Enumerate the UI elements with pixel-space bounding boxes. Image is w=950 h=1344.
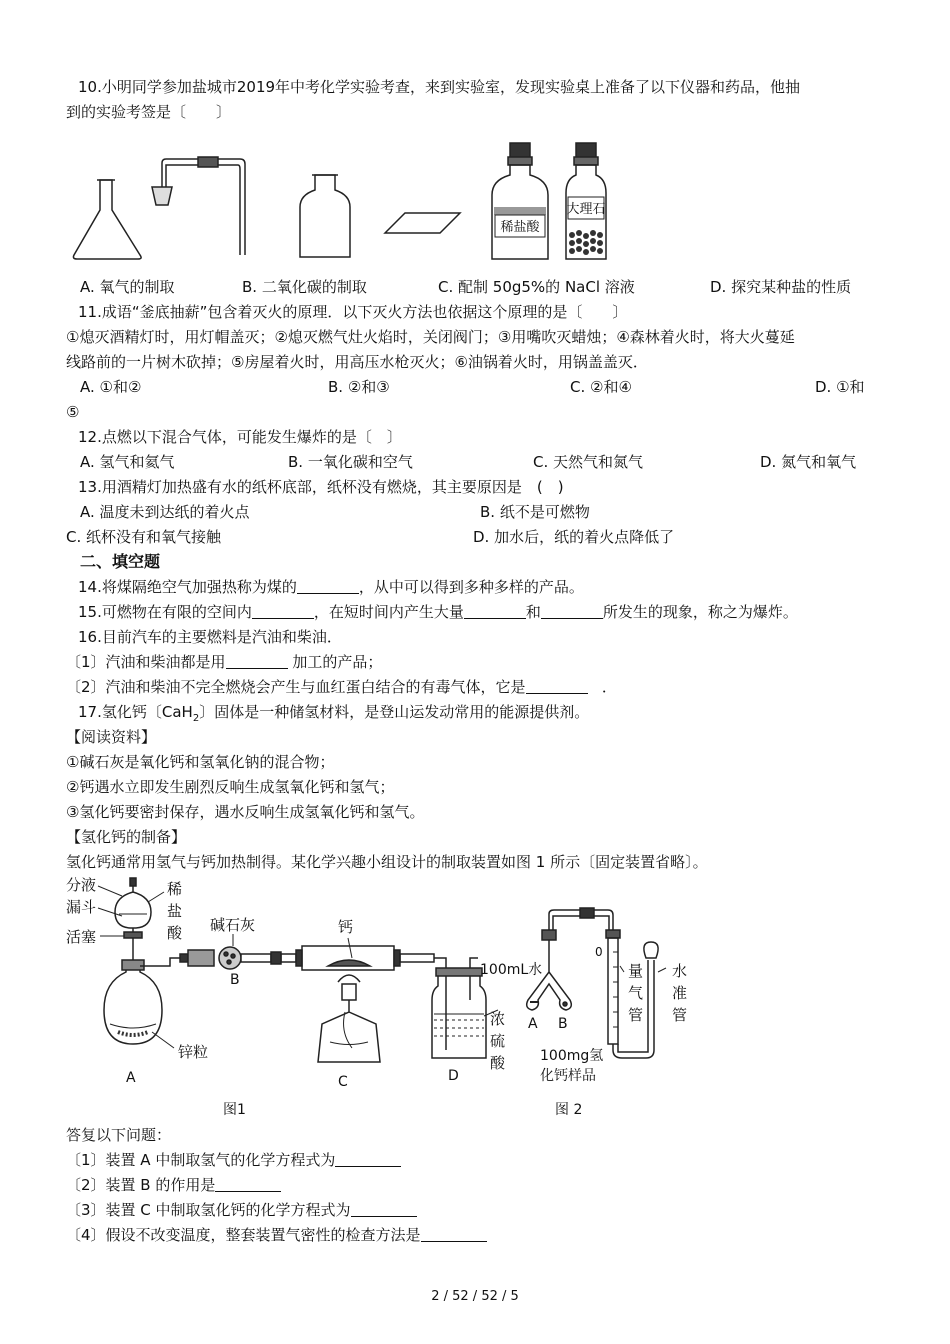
q17-sub4: 〔4〕假设不改变温度，整套装置气密性的检查方法是: [66, 1223, 487, 1248]
level-label: 准: [672, 984, 688, 1002]
reading-title: 【阅读资料】: [66, 728, 157, 746]
answer-blank[interactable]: [541, 602, 603, 619]
q14-text: 14.将煤隔绝空气加强热称为煤的 ，从中可以得到多种多样的产品。: [78, 578, 584, 596]
fig2-label-b: B: [558, 1016, 568, 1032]
q11-text-3: 线路前的一片树木砍掉；⑤房屋着火时，用高压水枪灭火；⑥油锅着火时，用锅盖盖灭．: [66, 353, 648, 371]
label-b: B: [230, 972, 240, 988]
q10-text: 10.小明同学参加盐城市2019年中考化学实验考查，来到实验室，发现实验桌上准备了以下仪器和药品，他抽: [78, 78, 801, 96]
hcl-label: 稀盐酸: [500, 220, 540, 235]
sample-label: 100mg氢: [540, 1048, 604, 1064]
apparatus-figure: [60, 872, 700, 1122]
answer-blank[interactable]: [351, 1200, 417, 1217]
q10-text-cont: 到的实验考签是〔 〕: [66, 103, 232, 121]
q12-text: 12.点燃以下混合气体，可能发生爆炸的是〔 〕: [78, 428, 402, 446]
funnel-label: 分液: [66, 876, 97, 894]
reading-item: ①碱石灰是氧化钙和氢氧化钠的混合物；: [66, 753, 335, 771]
q13-text: 13.用酒精灯加热盛有水的纸杯底部，纸杯没有燃烧，其主要原因是 ( ): [78, 478, 564, 496]
answer-blank[interactable]: [215, 1175, 281, 1192]
answer-blank[interactable]: [297, 577, 359, 594]
answer-blank[interactable]: [252, 602, 314, 619]
acid-label: 酸: [167, 924, 183, 942]
fig2-label-a: A: [528, 1016, 538, 1032]
section-heading: 二、填空题: [80, 552, 161, 571]
q13-option-a: A. 温度未到达纸的着火点: [80, 503, 250, 521]
answer-blank[interactable]: [335, 1150, 401, 1167]
q17-sub2: 〔2〕装置 B 的作用是: [66, 1173, 281, 1198]
h2so4-label: 酸: [490, 1054, 506, 1072]
q12-option-b: B. 一氧化碳和空气: [288, 453, 413, 471]
q13-option-c: C. 纸杯没有和氧气接触: [66, 528, 222, 546]
reaction-tube-c-icon: [281, 938, 434, 1062]
h2so4-label: 浓: [490, 1010, 506, 1028]
q13-option-d: D. 加水后，纸的着火点降低了: [473, 528, 675, 546]
q10-option-b: B. 二氧化碳的制取: [242, 278, 367, 296]
fig2-caption: 图 2: [555, 1102, 583, 1118]
drying-tube-b-icon: [180, 934, 281, 969]
stopcock-label: 活塞: [66, 928, 97, 946]
label-d: D: [448, 1068, 459, 1084]
q16-sub2: 〔2〕汽油和柴油不完全燃烧会产生与血红蛋白结合的有毒气体，它是 ．: [66, 678, 617, 696]
answer-blank[interactable]: [226, 652, 288, 669]
reading-item: ③氢化钙要密封保存，遇水反响生成氢氧化钙和氢气。: [66, 803, 425, 821]
answer-blank[interactable]: [526, 677, 588, 694]
gauge-label: 管: [628, 1006, 644, 1024]
conical-flask-icon: [73, 180, 141, 259]
q10-option-d: D. 探究某种盐的性质: [710, 278, 852, 296]
label-c: C: [338, 1074, 348, 1090]
q17-sub1: 〔1〕装置 A 中制取氢气的化学方程式为: [66, 1148, 401, 1173]
q16-text: 16.目前汽车的主要燃料是汽油和柴油．: [78, 628, 342, 646]
y-tube-icon: [527, 908, 620, 1010]
answer-blank[interactable]: [464, 602, 526, 619]
q11-option-c: C. ②和④: [570, 378, 632, 396]
q11-text: 11.成语“釜底抽薪”包含着灭火的原理．以下灭火方法也依据这个原理的是〔 〕: [78, 303, 628, 321]
q11-option-d: D. ①和: [815, 378, 865, 396]
prep-title: 【氢化钙的制备】: [66, 828, 187, 846]
acid-label: 盐: [167, 902, 183, 920]
sample-label: 化钙样品: [540, 1068, 596, 1084]
glass-plate-icon: [385, 213, 460, 233]
q11-option-b: B. ②和③: [328, 378, 390, 396]
q11-text-2: ①熄灭酒精灯时，用灯帽盖灭；②熄灭燃气灶火焰时，关闭阀门；③用嘴吹灭蜡烛；④森林着火时，将大火蔓延: [66, 328, 795, 346]
level-label: 水: [672, 962, 688, 980]
reading-item: ②钙遇水立即发生剧烈反响生成氢氧化钙和氢气；: [66, 778, 395, 796]
funnel-label: 漏斗: [66, 898, 97, 916]
h2so4-label: 硫: [490, 1032, 506, 1050]
q11-option-a: A. ①和②: [80, 378, 142, 396]
gauge-label: 量: [628, 962, 644, 980]
q10-option-a: A. 氧气的制取: [80, 278, 175, 296]
q15-text: 15.可燃物在有限的空间内 ，在短时间内产生大量 和 所发生的现象，称之为爆炸。: [78, 603, 798, 621]
q17-sub3: 〔3〕装置 C 中制取氢化钙的化学方程式为: [66, 1198, 417, 1223]
answer-blank[interactable]: [421, 1225, 487, 1242]
acid-label: 稀: [167, 880, 183, 898]
q17-text: 17.氢化钙〔CaH$_2$〕固体是一种储氢材料，是登山运发动常用的能源提供剂。: [78, 703, 590, 724]
page-footer: 2 / 52 / 52 / 5: [431, 1289, 519, 1304]
q10-apparatus-figure: [60, 135, 640, 265]
answer-prompt: 答复以下问题：: [66, 1126, 172, 1144]
marble-reagent-bottle-icon: [566, 143, 606, 259]
q12-option-c: C. 天然气和氮气: [533, 453, 644, 471]
gauge-label: 气: [628, 984, 644, 1002]
hcl-reagent-bottle-icon: [492, 143, 548, 259]
q12-option-a: A. 氢气和氦气: [80, 453, 175, 471]
level-label: 管: [672, 1006, 688, 1024]
prep-text: 氢化钙通常用氢气与钙加热制得。某化学兴趣小组设计的制取装置如图 1 所示〔固定装置省略〕。: [66, 853, 708, 871]
marble-label: 大理石: [566, 202, 606, 217]
q13-option-b: B. 纸不是可燃物: [480, 503, 590, 521]
calcium-label: 钙: [338, 918, 354, 936]
label-a: A: [126, 1070, 136, 1086]
water-label: 100mL水: [480, 962, 543, 978]
zero-mark: 0: [595, 945, 603, 959]
q11-option-d-cont: ⑤: [66, 403, 80, 421]
gas-bottle-icon: [300, 175, 350, 257]
stopper-tube-icon: [152, 157, 245, 255]
q12-option-d: D. 氮气和氧气: [760, 453, 857, 471]
sodalime-label: 碱石灰: [210, 916, 256, 934]
fig1-caption: 图1: [223, 1102, 246, 1118]
q10-option-c: C. 配制 50g5%的 NaCl 溶液: [438, 278, 635, 296]
zinc-label: 锌粒: [178, 1043, 209, 1061]
q16-sub1: 〔1〕汽油和柴油都是用 加工的产品；: [66, 653, 383, 671]
